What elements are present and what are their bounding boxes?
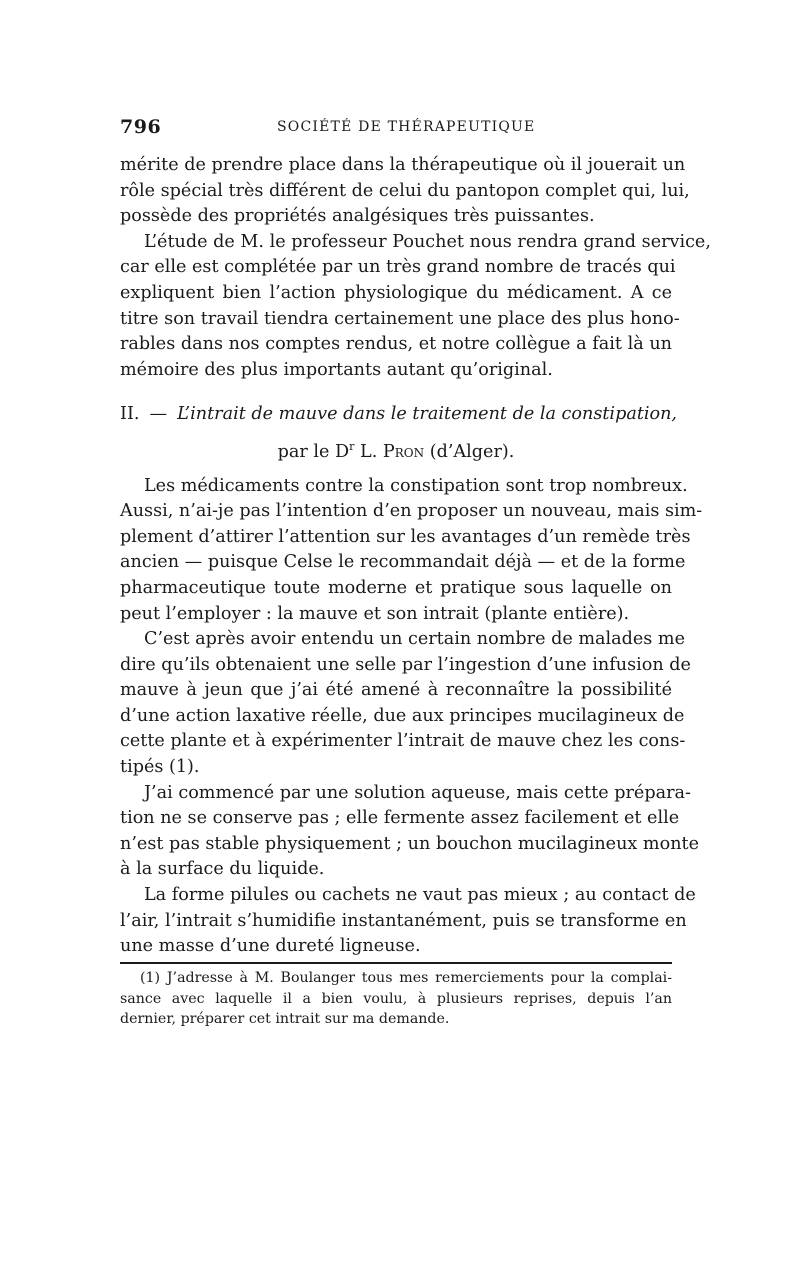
text-line: expliquent bien l’action physiologique du médicament. A ce: [120, 282, 672, 303]
text-line: Les médicaments contre la constipation sont trop nombreux.: [144, 475, 688, 496]
text-line: titre son travail tiendra certainement une place des plus hono-: [120, 308, 680, 329]
paragraph: [120, 883, 696, 960]
text-line: car elle est complétée par un très grand nombre de tracés qui: [120, 257, 676, 278]
text-line: cette plante et à expérimenter l’intrait de mauve chez les cons-: [120, 731, 686, 752]
text-line: mémoire des plus importants autant qu’original.: [120, 359, 553, 380]
text-line: tipés (1).: [120, 757, 200, 778]
text-line: n’est pas stable physiquement ; un bouchon mucilagineux monte: [120, 833, 700, 854]
footnote-line: dernier, préparer cet intrait sur ma demande.: [120, 1011, 450, 1027]
text-line: d’une action laxative réelle, due aux principes mucilagineux de: [120, 705, 685, 726]
author-initial: L.: [354, 441, 383, 462]
text-line: mérite de prendre place dans la thérapeutique où il jouerait un: [120, 155, 686, 175]
paragraph: [120, 781, 700, 883]
text-line: l’air, l’intrait s’humidifie instantanément, puis se transforme en: [120, 910, 687, 931]
text-line: J’ai commencé par une solution aqueuse, mais cette prépara-: [144, 782, 691, 803]
page-number: 796: [120, 116, 162, 138]
footnote-rule: [120, 962, 672, 964]
footnote-line: (1) J’adresse à M. Boulanger tous mes remerciements pour la complai-: [140, 970, 672, 986]
text-line: rables dans nos comptes rendus, et notre collègue a fait là un: [120, 334, 672, 355]
page-header: [120, 116, 672, 140]
text-line: mauve à jeun que j’ai été amené à reconnaître la possibilité: [120, 680, 672, 701]
text-line: Aussi, n’ai-je pas l’intention d’en proposer un nouveau, mais sim-: [120, 501, 703, 522]
paragraph: [120, 153, 690, 230]
text-line: peut l’employer : la mauve et son intrait (plante entière).: [120, 603, 630, 624]
text-line: pharmaceutique toute moderne et pratique sous laquelle on: [120, 577, 672, 598]
footnote-line: sance avec laquelle il a bien voulu, à plusieurs reprises, depuis l’an: [120, 990, 672, 1007]
text-line: dire qu’ils obtenaient une selle par l’ingestion d’une infusion de: [120, 654, 691, 675]
text-line: rôle spécial très différent de celui du pantopon complet qui, lui,: [120, 180, 690, 201]
paragraph: [120, 474, 703, 628]
text-line: ancien — puisque Celse le recommandait déjà — et de la forme: [120, 552, 686, 573]
author-title-sup: r: [349, 439, 355, 453]
footnote: [120, 968, 672, 1030]
text-line: La forme pilules ou cachets ne vaut pas mieux ; au contact de: [144, 885, 696, 906]
text-line: une masse d’une dureté ligneuse.: [120, 936, 421, 957]
author-location: (d’Alger).: [424, 441, 515, 462]
text-line: L’étude de M. le professeur Pouchet nous rendra grand service,: [144, 231, 711, 252]
author-name: Pron: [382, 441, 425, 462]
text-line: tion ne se conserve pas ; elle fermente assez facilement et elle: [120, 808, 680, 829]
text-line: plement d’attirer l’attention sur les avantages d’un remède très: [120, 526, 691, 547]
section-number: II.: [120, 404, 140, 425]
paragraph: [120, 627, 691, 781]
section-heading: [120, 402, 678, 428]
section-title: L’intrait de mauve dans le traitement de la constipation,: [177, 404, 678, 425]
paragraph: [120, 230, 711, 384]
section-author: [120, 434, 672, 460]
section-dash: —: [149, 404, 168, 425]
running-head: SOCIÉTÉ DE THÉRAPEUTIQUE: [277, 119, 536, 135]
text-line: possède des propriétés analgésiques très puissantes.: [120, 206, 595, 227]
author-prefix: par le D: [277, 441, 350, 462]
body-text: [120, 153, 711, 960]
text-line: à la surface du liquide.: [120, 859, 325, 880]
text-line: C’est après avoir entendu un certain nombre de malades me: [144, 629, 686, 650]
